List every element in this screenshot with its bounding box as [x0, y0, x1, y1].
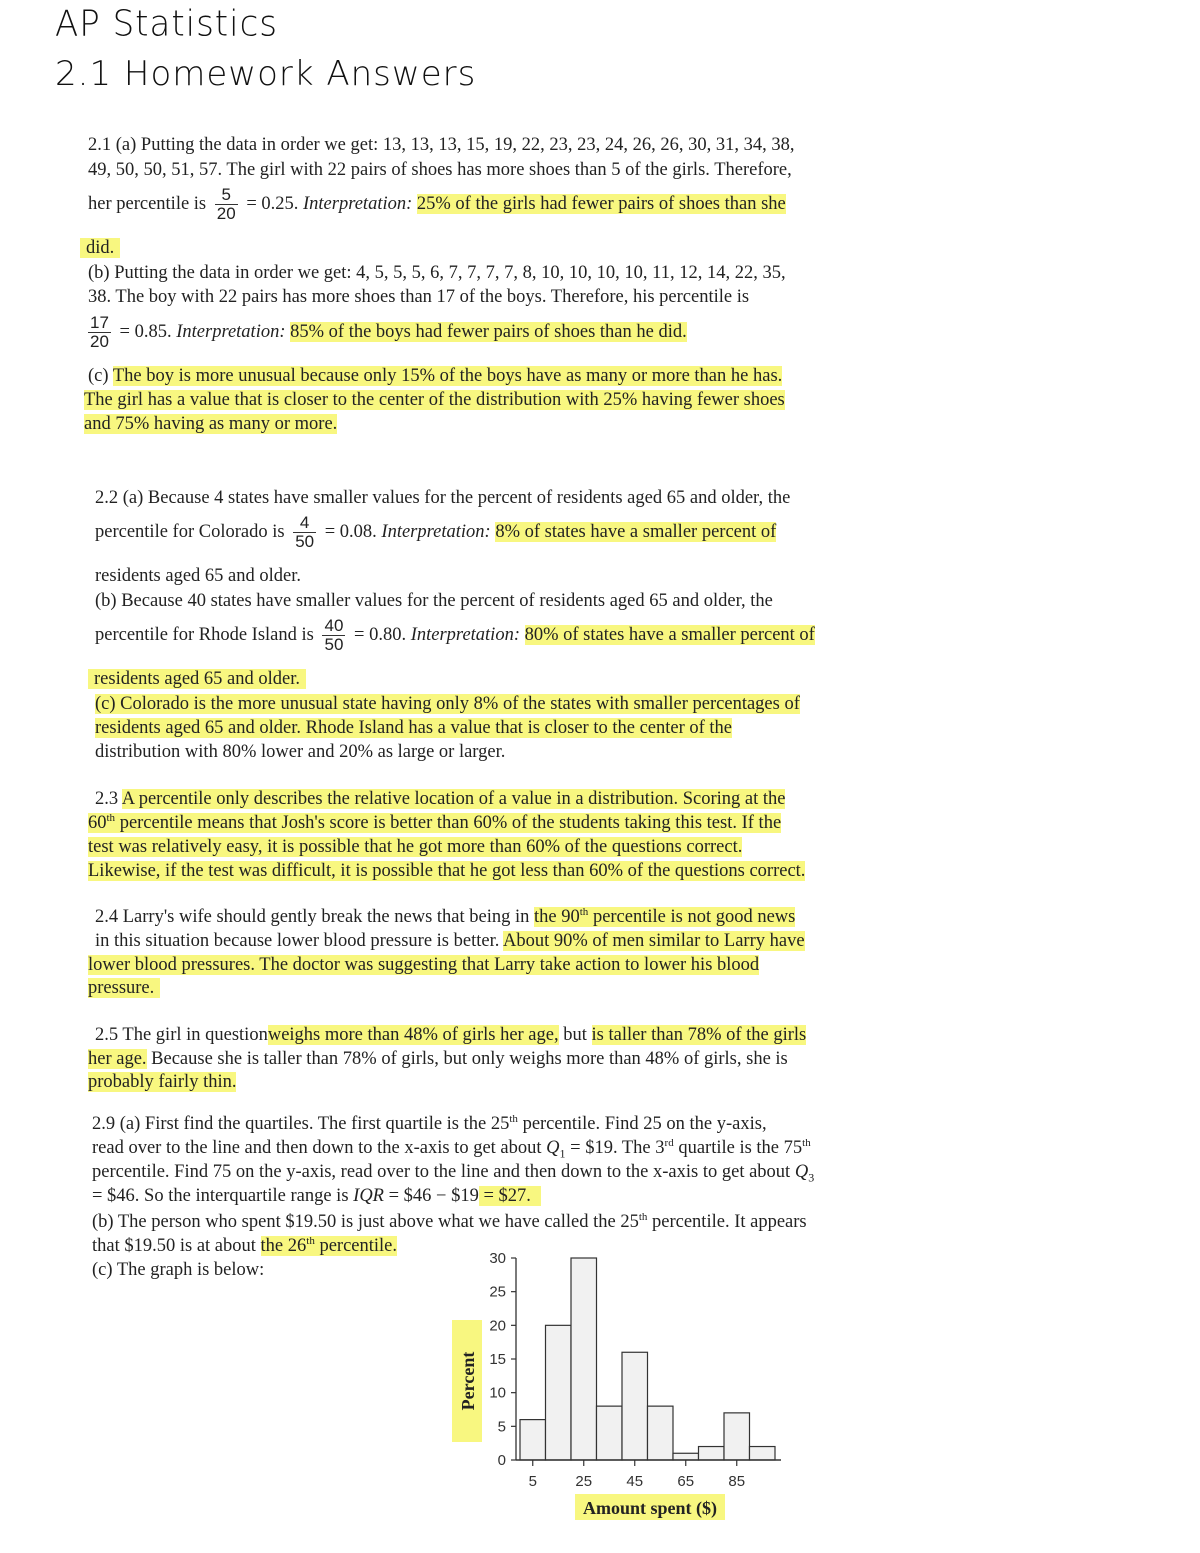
- q24-line2: in this situation because lower blood pressure is better. About 90% of men similar to Larry have: [95, 931, 805, 951]
- q21-c-line1: (c) The boy is more unusual because only 15% of the boys have as many or more than he has.: [88, 366, 783, 386]
- histogram-bar: [750, 1447, 776, 1460]
- q25-line3: probably fairly thin.: [88, 1072, 237, 1092]
- y-tick-label: 20: [489, 1317, 506, 1335]
- x-axis: [516, 1460, 781, 1490]
- q29-c-line1: (c) The graph is below:: [92, 1260, 265, 1280]
- histogram-bar: [724, 1413, 750, 1460]
- q21-b-line3: $\frac{17}{20}$ = 0.85. Interpretation: 85% of the boys had fewer pairs of shoes than he did.: [90, 313, 687, 351]
- q22-a-line2: percentile for Colorado is $\frac{4}{50}$ = 0.08. Interpretation: 8% of states have a smaller percent of: [95, 513, 777, 551]
- q21-a-fraction: $\frac{5}{20}$: [216, 185, 236, 223]
- q21-b-line2: 38. The boy with 22 pairs has more shoes than 17 of the boys. Therefore, his percentile is: [88, 287, 750, 307]
- q21-a-percentile-text: her percentile is: [88, 193, 207, 214]
- q24-line4: pressure.: [88, 976, 160, 1000]
- q22-a-line1: 2.2 (a) Because 4 states have smaller values for the percent of residents aged 65 and older, the: [95, 488, 791, 508]
- x-axis-label: Amount spent ($): [582, 1498, 718, 1518]
- histogram-bar: [546, 1325, 572, 1460]
- q29-line3: percentile. Find 75 on the y-axis, read over to the line and then down to the x-axis to get about $Q_3$: [92, 1162, 815, 1185]
- histogram-bar: [648, 1406, 674, 1460]
- q29-b-line2: that $19.50 is at about the 26th percentile.: [92, 1234, 398, 1256]
- y-tick-label: 25: [489, 1283, 506, 1301]
- histogram-bar: [699, 1447, 725, 1460]
- x-tick-label: 65: [677, 1473, 695, 1490]
- q25-line2: her age. Because she is taller than 78% of girls, but only weighs more than 48% of girls, she is: [88, 1049, 788, 1069]
- histogram-bar: [571, 1258, 597, 1460]
- q21-c-line3: and 75% having as many or more.: [84, 414, 338, 434]
- q22-b-line3: residents aged 65 and older.: [88, 667, 306, 691]
- y-axis-label: Percent: [458, 1351, 478, 1411]
- q21-a-line3: her percentile is $\frac{5}{20}$ = 0.25. Interpretation: 25% of the girls had fewer pairs of shoes than she: [88, 185, 786, 223]
- histogram-bar: [673, 1453, 699, 1460]
- q21-a-line2: 49, 50, 50, 51, 57. The girl with 22 pairs of shoes has more shoes than 5 of the girls. Therefore,: [88, 160, 792, 180]
- q25-line1: 2.5 The girl in questionweighs more than 48% of girls her age, but is taller than 78% of the girls: [95, 1025, 807, 1045]
- q22-b-fraction: $\frac{40}{50}$: [324, 616, 344, 654]
- q29-line1: 2.9 (a) First find the quartiles. The first quartile is the 25th percentile. Find 25 on the y-axis,: [92, 1112, 767, 1134]
- q21-b-fraction: $\frac{17}{20}$: [90, 313, 109, 351]
- bars: [520, 1258, 775, 1460]
- q23-line3: test was relatively easy, it is possible that he got more than 60% of the questions correct.: [88, 837, 743, 857]
- q24-line1: 2.4 Larry's wife should gently break the news that being in the 90th percentile is not good news: [95, 905, 796, 927]
- x-tick-label: 5: [528, 1473, 537, 1490]
- histogram-chart: [440, 1238, 800, 1528]
- q29-line2: read over to the line and then down to the x-axis to get about $Q_1$ = $19. The 3rd quartile is the 75th: [92, 1136, 811, 1161]
- y-tick-label: 30: [489, 1250, 506, 1267]
- y-tick-label: 15: [489, 1351, 506, 1368]
- histogram-bar: [597, 1406, 623, 1460]
- highlight: 25% of the girls had fewer pairs of shoes than she: [416, 193, 786, 214]
- highlight: 85% of the boys had fewer pairs of shoes than he did.: [290, 321, 687, 342]
- q23-line1: 2.3 A percentile only describes the relative location of a value in a distribution. Scoring at the: [95, 789, 786, 809]
- q23-line2: 60th percentile means that Josh's score is better than 60% of the students taking this test. If the: [88, 811, 782, 833]
- q22-a-fraction: $\frac{4}{50}$: [295, 513, 315, 551]
- x-tick-label: 25: [575, 1473, 593, 1490]
- q21-a-line4: did.: [80, 236, 120, 260]
- q24-line3: lower blood pressures. The doctor was suggesting that Larry take action to lower his blood: [88, 955, 760, 975]
- q21-c-line2: The girl has a value that is closer to the center of the distribution with 25% having fewer shoes: [84, 390, 785, 410]
- q21-a-line1: 2.1 (a) Putting the data in order we get: 13, 13, 13, 15, 19, 22, 23, 23, 24, 26, 26, 30, 31, 34, 38,: [88, 135, 795, 155]
- q21-b-line1: (b) Putting the data in order we get: 4, 5, 5, 5, 6, 7, 7, 7, 7, 8, 10, 10, 10, 10, 11, 12, 14, 22, 35,: [88, 263, 786, 283]
- q29-line4: = $46. So the interquartile range is IQR = $46 − $19 = $27.: [92, 1184, 541, 1208]
- y-tick-label: 0: [497, 1452, 506, 1469]
- y-tick-label: 5: [497, 1418, 506, 1436]
- q22-b-line1: (b) Because 40 states have smaller values for the percent of residents aged 65 and older, the: [95, 591, 773, 611]
- interpretation-label: Interpretation:: [303, 193, 413, 214]
- course-title: AP Statistics: [55, 3, 278, 45]
- x-tick-label: 85: [728, 1473, 746, 1490]
- assignment-title: 2.1 Homework Answers: [55, 54, 477, 94]
- x-tick-label: 45: [626, 1473, 644, 1490]
- q22-c-line3: distribution with 80% lower and 20% as large or larger.: [95, 742, 506, 762]
- y-axis: [489, 1250, 516, 1469]
- q22-c-line1: (c) Colorado is the more unusual state having only 8% of the states with smaller percentages of: [95, 694, 800, 714]
- q22-a-line3: residents aged 65 and older.: [95, 566, 302, 586]
- histogram-bar: [520, 1420, 546, 1460]
- y-tick-label: 10: [489, 1384, 506, 1402]
- q22-b-line2: percentile for Rhode Island is $\frac{40}{50}$ = 0.80. Interpretation: 80% of states have a smaller percent of: [95, 616, 815, 654]
- q22-c-line2: residents aged 65 and older. Rhode Island has a value that is closer to the center of the: [95, 718, 733, 738]
- q23-line4: Likewise, if the test was difficult, it is possible that he got less than 60% of the questions correct.: [88, 861, 806, 881]
- histogram-bar: [622, 1352, 648, 1460]
- q29-b-line1: (b) The person who spent $19.50 is just above what we have called the 25th percentile. It appears: [92, 1210, 807, 1232]
